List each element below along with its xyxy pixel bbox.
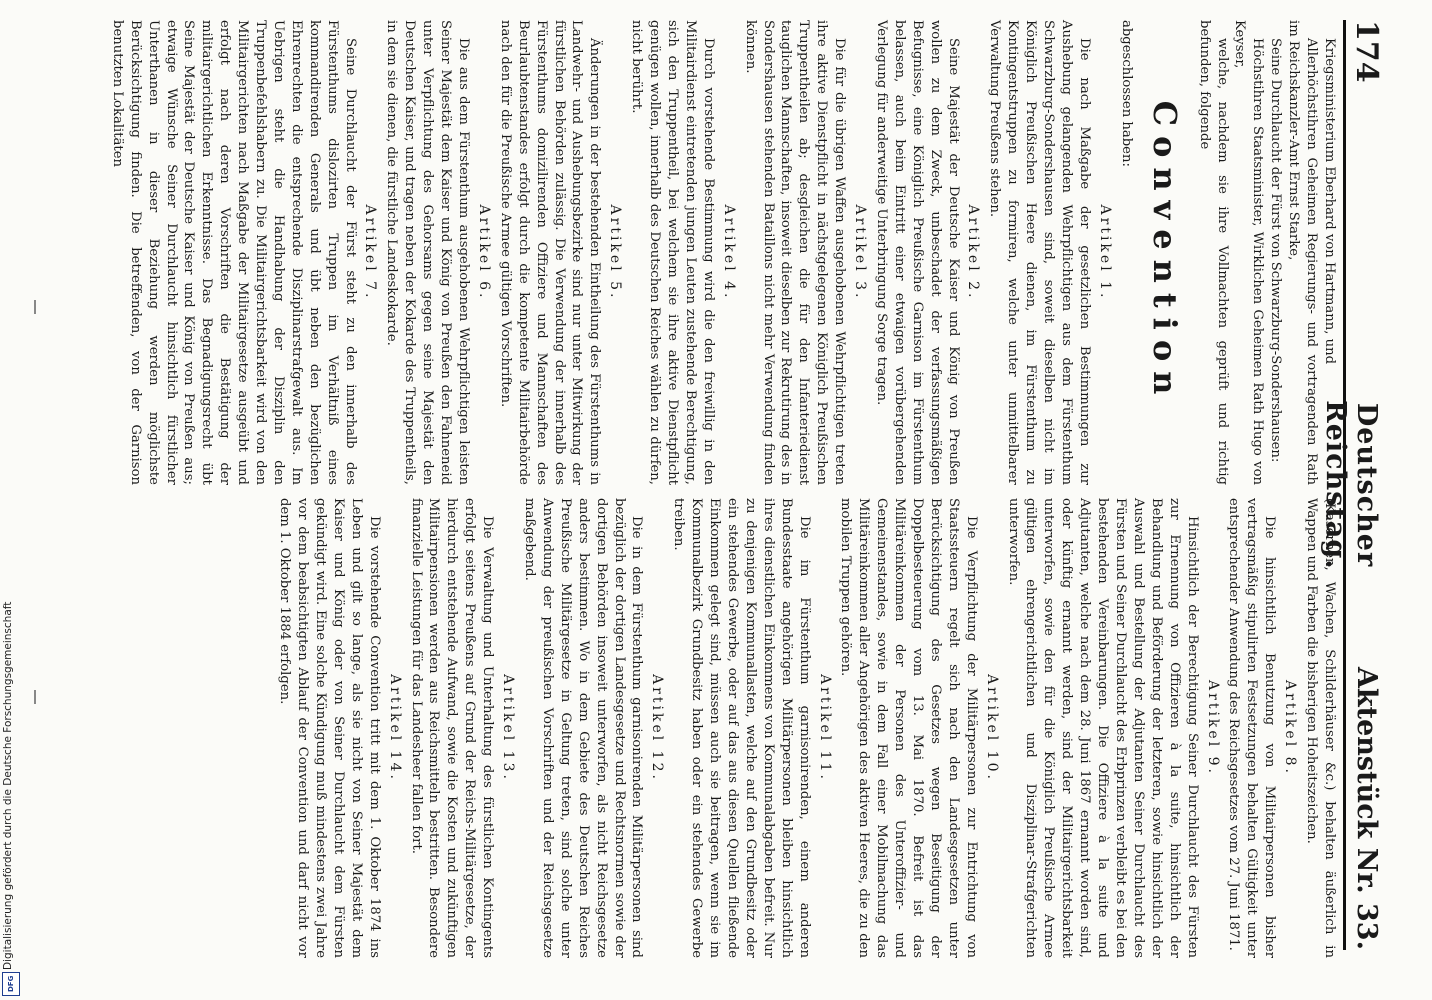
article-text: Die vorstehende Convention tritt mit dem 1. Oktober 1874 ins Leben und gilt so lange, als sie nicht von Seiner Majestät dem Kaiser und König oder von Seiner Durchlaucht dem Fürsten gekündigt wird. Eine solche Kündigung muß mindestens zwei Jahre vor dem beabsichtigten Ablauf der Convention und darf nicht vor dem 1. Oktober 1884 erfolgen. [277,498,382,958]
concluded-line: abgeschlossen haben: [1118,20,1134,167]
article-heading: Artikel 2. [965,204,982,301]
article-heading: Artikel 3. [852,204,869,301]
digitization-credit: Digitalisierung gefördert durch die Deutsche Forschungsgemeinschaft [2,601,14,970]
article-text: Die Verpflichtung der Militärpersonen zur Entrichtung von Staatssteuern regelt sich nach den Landesgesetzen unter Berücksichtigung des Gesetzes wegen Beseitigung der Doppelbesteuerung vom 13. Mai 1870. Befreit ist das Militäreinkommen der Personen des Unteroffizier- und Gemeinenstandes, sowie in dem Fall einer Mobilmachung das Militäreinkommen aller Angehörigen des aktiven Heeres, die zu den mobilen Truppen gehören. [838,498,979,958]
intro-line: Kriegsministerium Eberhard von Hartmann, und [1322,38,1337,365]
page-number: 174 [1349,20,1384,83]
article-text: Die nach Maßgabe der gesetzlichen Bestimmungen zur Aushebung gelangenden Wehrpflichtigen aus dem Fürstenthum Schwarzburg-Sondershausen sind, soweit dieselben nicht im Königlich Preußischen Heere dienen, im Fürstenthum zu Kontingentstruppen zu formiren, welche unter unmittelbarer Verwaltung Preußens stehen. [987,20,1092,485]
scan-mark [34,300,36,314]
article-heading: Artikel 6. [475,204,492,301]
article-heading: Artikel 7. [362,204,379,301]
scan-mark [34,690,36,704]
article-text: Die in dem Fürstenthum garnisonirenden Militärpersonen sind bezüglich der dortigen Landesgesetze und Rechtsnormen sowie der dortigen Behörden insoweit unterworfen, als nicht Reichsgesetze anders bestimmen. Wo in dem Gebiete des Deutschen Reiches Preußische Militärgesetze in Geltung treten, sind solche unter Anwendung der preußischen Vorschriften und der Reichsgesetze maßgebend. [522,498,645,958]
article-text: Die aus dem Fürstenthum ausgehobenen Wehrpflichtigen leisten Seiner Majestät dem Kaiser und König von Preußen den Fahneneid unter Verpflichtung des Gehorsams gegen seine Majestät den Deutschen Kaiser, und tragen neben der Kokarde des Truppentheils, in dem sie dienen, die fürstliche Landeskokarde. [384,20,472,485]
article-text: Die für die übrigen Waffen ausgehobenen Wehrpflichtigen treten ihre aktive Dienstpflicht in nächstgelegenen Königlich Preußischen Truppentheilen ab; desgleichen die für den Infanteriedienst tauglichen Mannschaften, insoweit dieselben zur Rekrutirung des in Sondershausen stehenden Bataillons nicht mehr Verwendung finden können. [742,20,848,485]
article-heading: Artikel 11. [816,674,833,782]
convention-title: Convention [1145,100,1184,405]
article-heading: Artikel 5. [607,204,624,301]
article-text: Die Verwaltung und Unterhaltung des fürstlichen Kontingents erfolgt seitens Preußens auf Grund der Reichs-Militärgesetze, der hierdurch entstehende Aufwand, sowie die Kosten und zukünftigen Militairpensionen werden aus Reichsmitteln bestritten. Besondere finanzielle Leistungen für das Landesheer fallen fort. [408,498,496,958]
publication-title: Deutscher Reichstag. [1320,400,1382,570]
article-text: Seine Majestät der Deutsche Kaiser und König von Preußen wollen zu dem Zweck, unbeschadet der verfassungsmäßigen Befugnisse, eine Königlich Preußische Garnison im Fürstenthum belassen, auch beim Eintritt einer etwaigen vorübergehenden Verlegung für anderweitige Unterbringung Sorge tragen. [873,20,961,485]
article-heading: Artikel 9. [1204,680,1221,776]
article-text: Die im Fürstenthum garnisonirenden, einem anderen Bundesstaate angehörigen Militärpersonen bleiben hinsichtlich ihres dienstlichen Einkommens von Kommunalabgaben befreit. Nur zu denjenigen Kommunallasten, welche auf den Grundbesitz oder ein stehendes Gewerbe, oder auf das aus diesen Quellen fließende Einkommen gelegt sind, müssen auch sie beitragen, wenn sie im Kommunalbezirk Grundbesitz haben oder ein stehendes Gewerbe treiben. [671,498,812,958]
document-reference: Aktenstück Nr. 33. [1351,667,1382,950]
dfg-logo: DFG [2,972,20,996]
article-heading: Artikel 8. [1282,680,1299,776]
article-text: Die hinsichtlich Benutzung von Militairpersonen bisher vertragsmäßig stipulirten Festsetzungen behalten Gültigkeit unter entsprechender Anwendung des Reichsgesetzes vom 27. Juni 1871. [1226,498,1278,958]
article-heading: Artikel 4. [720,204,737,301]
intro-line: Seine Durchlaucht der Fürst von Schwarzburg-Sondershausen: [1268,38,1284,463]
article-heading: Artikel 14. [386,674,403,782]
opening-line: (Kasernen, Wachen, Schilderhäuser &c.) behalten äußerlich in Wappen und Farben die bisherigen Hoheitszeichen. [1304,498,1337,958]
article-text: Seine Durchlaucht der Fürst steht zu den innerhalb des Fürstenthums dislozirten Truppen im Verhältniß eines kommandirenden Generals und übt neben den bezüglichen Ehrenrechten die entsprechende Disziplinarstrafgewalt aus. Im Uebrigen steht die Handhabung der Disziplin den Truppenbefehlshabern zu. Die Militairgerichtsbarkeit wird von den Militairgerichten nach Maßgabe der Militairgesetze ausgeübt und erfolgt nach deren Vorschriften die Bestätigung der militairgerichtlichen Erkenntnisse. Das Begnadigungsrecht übt Seine Majestät der Deutsche Kaiser und König von Preußen aus; etwaige Wünsche Seiner Durchlaucht hinsichtlich fürstlicher Unterthanen in dieser Beziehung werden möglichste Berücksichtigung finden. Die betreffenden, von der Garnison benutzten Lokalitäten [109,20,358,485]
article-heading: Artikel 10. [983,674,1000,782]
article-text: Änderungen in der bestehenden Eintheilung des Fürstenthums in Landwehr- und Aushebungsbezirke sind nur unter Mitwirkung der fürstlichen Behörden zulässig. Die Verwendung der innerhalb des Fürstenthums domizilirenden Offiziere und Mannschaften des Beurlaubtenstandes erfolgt durch die kompetente Militairbehörde nach den für die Preußische Armee gültigen Vorschriften. [497,20,603,485]
intro-line: welche, nachdem sie ihre Vollmachten geprüft und richtig befunden, folgende [1196,20,1230,485]
article-heading: Artikel 12. [649,674,666,782]
article-text: Durch vorstehende Bestimmung wird die den freiwillig in den Militairdienst eintretenden jungen Leuten zustehende Berechtigung, sich den Truppentheil, bei welchem sie ihre aktive Dienstpflicht genügen wollen, innerhalb des Deutschen Reiches wählen zu dürfen, nicht berührt. [629,20,716,485]
article-heading: Artikel 13. [500,674,517,782]
article-text: Hinsichtlich der Berechtigung Seiner Durchlaucht des Fürsten zur Ernennung von Offizieren à la suite, hinsichtlich der Behandlung und Beförderung der letzteren, sowie hinsichtlich der Auswahl und Bestellung der Adjutanten Seiner Durchlaucht des Fürsten und Seiner Durchlaucht des Erbprinzen verbleibt es bei den bestehenden Vereinbarungen. Die Offiziere à la suite und Adjutanten, welche nach dem 28. Juni 1867 ernannt worden sind, oder künftig ernannt werden, sind der Militairgerichtsbarkeit unterworfen, sowie den für die Königlich Preußische Armee gültigen ehrengerichtlichen und Disziplinar-Strafgerichten unterworfen. [1005,498,1200,958]
intro-line: Höchstihren Staatsminister, Wirklichen Geheimen Rath Hugo von Keyser, [1232,20,1266,485]
article-heading: Artikel 1. [1096,204,1113,301]
right-column [275,498,1338,958]
intro-line: Allerhöchstihren Geheimen Regierungs- und vortragenden Rath im Reichskanzler-Amt Ernst Starke, [1286,20,1320,485]
left-column [108,20,1338,485]
